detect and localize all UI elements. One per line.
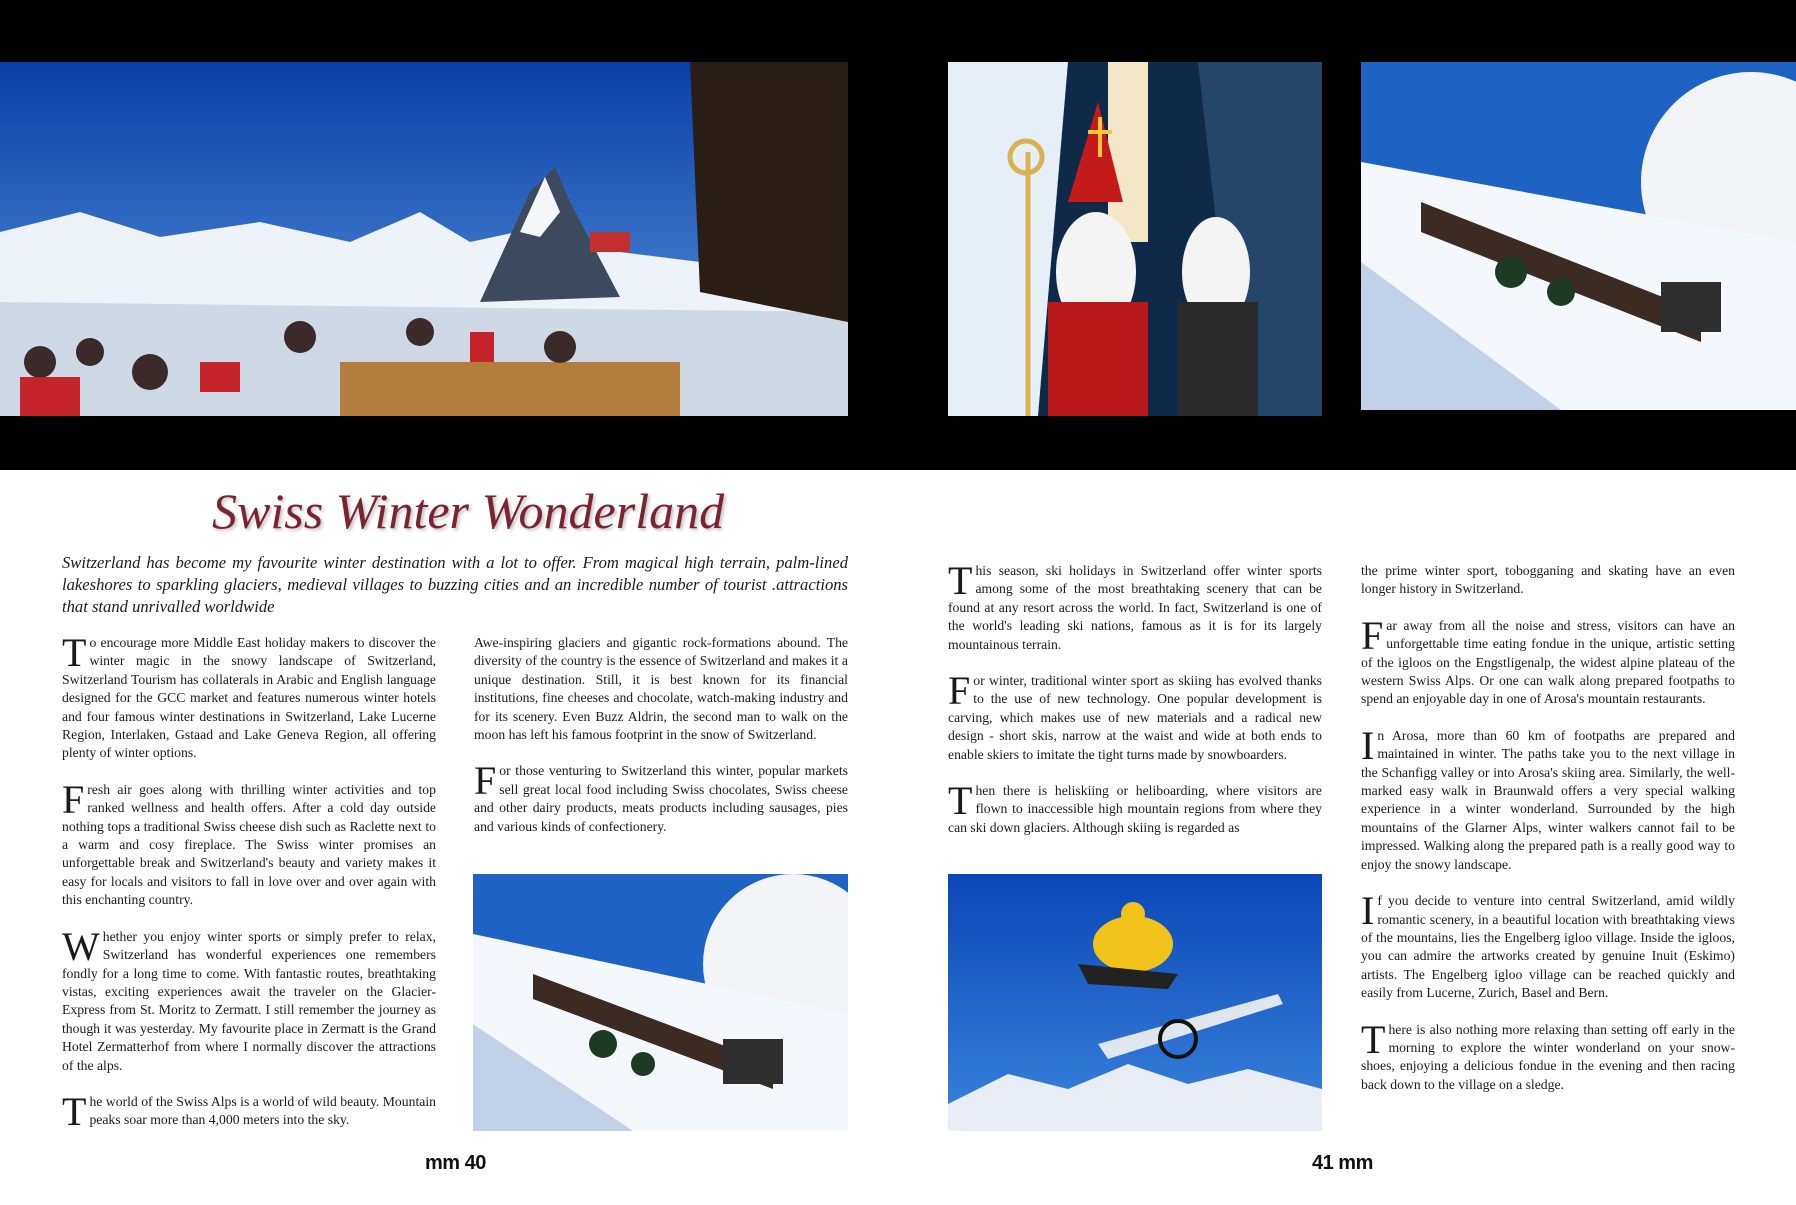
paragraph-text: or winter, traditional winter sport as skiing has evolved thanks to the use of new technology. One popular development is carving, which makes use of new materials and a radical new design - short skis, narrow at the waist and wide at both ends to enable skiers to imitate the tight turns made by snowboarders. [948, 673, 1322, 762]
drop-cap: T [1361, 1016, 1386, 1062]
paragraph-text: hen there is heliskiing or heliboarding, where visitors are flown to inaccessible high mountain regions from where they can ski down glaciers. Although skiing is regarded as [948, 783, 1322, 835]
page-number-left: mm 40 [425, 1152, 486, 1174]
paragraph [474, 634, 848, 744]
paragraph-text: Awe-inspiring glaciers and gigantic rock-formations abound. The diversity of the country is the essence of Switzerland and makes it a unique destination. Still, it is best known for its financial institutions, fine cheeses and chocolate, watch-making industry and for its scenery. Even Buzz Aldrin, the second man to walk on the moon has left his famous footprint in the snow of Switzerland. [474, 635, 848, 743]
text-column-2 [474, 634, 848, 854]
drop-cap: T [62, 630, 87, 675]
drop-cap: I [1361, 722, 1375, 768]
drop-cap: F [62, 776, 85, 822]
drop-cap: T [948, 778, 973, 824]
text-column-1 [62, 630, 436, 1148]
paragraph [1361, 612, 1735, 709]
paragraph [62, 923, 436, 1075]
paragraph-text: f you decide to venture into central Switzerland, amid wildly romantic scenery, in a beautiful location with breathtaking views of the mountains, lies the Engelberg igloo village. Inside the igloos, you can admire the artworks created by genuine Inuit (Eskimo) artists. The Engelberg igloo village can be reached quickly and easily from Lucerne, Zurich, Basel and Bern. [1361, 893, 1735, 1001]
paragraph [948, 778, 1322, 837]
paragraph [1361, 722, 1735, 874]
paragraph [62, 1088, 436, 1134]
drop-cap: F [1361, 612, 1384, 658]
paragraph-text: he world of the Swiss Alps is a world of wild beauty. Mountain peaks soar more than 4,000 meters into the sky. [89, 1093, 436, 1128]
st-nicholas-photo [948, 62, 1322, 416]
paragraph-text: ar away from all the noise and stress, visitors can have an unforgettable time eating fondue in the unique, artistic setting of the igloos on the Engstligenalp, the widest alpine plateau of the western Swiss Alps. Or one can walk along prepared footpaths to spend an enjoyable day in one of Arosa's mountain restaurants. [1361, 617, 1735, 707]
paragraph-text: resh air goes along with thrilling winter activities and top ranked wellness and health offers. After a cold day outside nothing tops a traditional Swiss cheese dish such as Raclette next to a warm and cosy fireplace. The Swiss winter promises an unforgettable break and Switzerland's beauty and variety makes it easy for locals and visitors to fall in love over and over again with this enchanting country. [62, 781, 436, 908]
paragraph [1361, 888, 1735, 1002]
drop-cap: F [474, 758, 497, 804]
article-title: Swiss Winter Wonderland [212, 483, 725, 539]
paragraph-text: the prime winter sport, tobogganing and skating have an even longer history in Switzerland. [1361, 563, 1735, 597]
cogwheel-train-photo [1361, 62, 1796, 410]
paragraph [474, 758, 848, 836]
drop-cap: I [1361, 888, 1375, 934]
paragraph-text: hether you enjoy winter sports or simply prefer to relax, Switzerland has wonderful experiences one remembers fondly for a long time to come. With fantastic routes, breathtaking vistas, exciting experiences await the traveler on the Glacier-Express from St. Moritz to Zermatt. I still remember the journey as though it was yesterday. My favourite place in Zermatt is the Grand Hotel Zermatterhof from where I normally discover the attractions of the alps. [62, 928, 436, 1073]
page-number-right: 41 mm [1312, 1152, 1373, 1174]
snowbike-jump-photo [948, 874, 1322, 1131]
paragraph-text: o encourage more Middle East holiday makers to discover the winter magic in the snowy landscape of Switzerland, Switzerland Tourism has collaterals in Arabic and English language designed for the GCC market and features numerous winter hotels and four famous winter destinations in Switzerland, Lake Lucerne Region, Interlaken, Gstaad and Lake Geneva Region, all offering plenty of winter options. [62, 635, 436, 761]
paragraph-text: his season, ski holidays in Switzerland offer winter sports among some of the most breathtaking scenery that can be found at any resort across the world. In fact, Switzerland is one of the world's leading ski nations, famous as it is for its largely mountainous terrain. [948, 563, 1322, 652]
paragraph [948, 668, 1322, 764]
paragraph [1361, 1016, 1735, 1095]
paragraph [62, 776, 436, 910]
paragraph [62, 630, 436, 763]
matterhorn-terrace-photo [0, 62, 848, 416]
drop-cap: F [948, 668, 971, 714]
paragraph [948, 558, 1322, 654]
drop-cap: T [62, 1088, 87, 1134]
paragraph-text: or those venturing to Switzerland this winter, popular markets sell great local food including Swiss chocolates, Swiss cheese and other dairy products, meats products including sausages, pies and various kinds of confectionery. [474, 763, 848, 834]
paragraph-text: n Arosa, more than 60 km of footpaths are prepared and maintained in winter. The paths take you to the next village in the Schanfigg valley or into Arosa's skiing area. Similarly, the well-marked easy walk in Braunwald offers a very special walking experience in a winter wonderland. Surrounded by the high mountains of the Glarner Alps, winter walkers cannot fail to be impressed. Walking along the prepared path is a really good way to enjoy the snowy landscape. [1361, 727, 1735, 872]
article-intro: Switzerland has become my favourite winter destination with a lot to offer. From magical high terrain, palm-lined lakeshores to sparkling glaciers, medieval villages to buzzing cities and an incredible number of tourist .attractions that stand unrivalled worldwide [62, 553, 848, 616]
paragraph [1361, 562, 1735, 599]
text-column-3 [948, 558, 1322, 855]
paragraph-text: here is also nothing more relaxing than setting off early in the morning to explore the winter wonderland on your snow-shoes, enjoying a delicious fondue in the evening and then racing back down to the village on a sledge. [1361, 1021, 1735, 1092]
glacier-express-photo [473, 874, 848, 1131]
drop-cap: T [948, 558, 973, 603]
drop-cap: W [62, 923, 100, 969]
text-column-4 [1361, 562, 1735, 1112]
